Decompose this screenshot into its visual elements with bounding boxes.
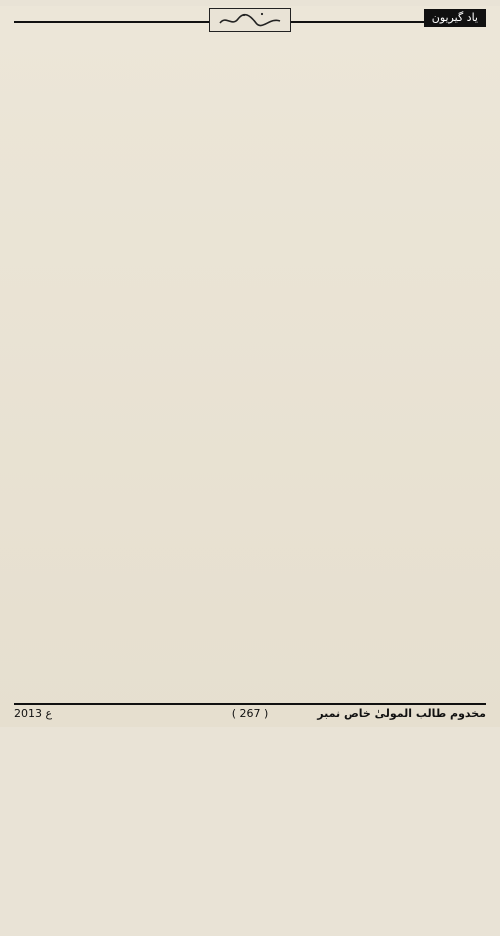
text-line [14,612,486,632]
paragraph [14,40,486,100]
publication-year: 2013 ع [14,707,53,720]
text-line [14,652,486,672]
text-line [14,164,486,184]
text-line [14,572,486,592]
paragraph [14,248,486,448]
text-line [14,328,486,348]
page-number: ( 267 ) [231,707,269,720]
text-line [14,104,486,124]
text-line [14,752,486,772]
paragraph [14,104,486,244]
publication-name: مخدوم طالب المولىٰ خاص نمبر [317,707,486,720]
text-line [14,732,486,752]
mehran-logo [209,8,291,32]
text-line [14,532,486,552]
text-line [14,428,486,448]
text-line [14,772,486,792]
text-line [14,248,486,268]
text-line [14,472,486,492]
text-line [14,552,486,572]
paragraph [14,452,486,832]
text-line [14,856,486,876]
text-line [14,124,486,144]
text-line [14,224,486,244]
text-line [14,836,486,856]
text-line [14,896,486,916]
text-line [14,592,486,612]
text-line [14,144,486,164]
text-line [14,308,486,328]
page-footer [14,703,486,721]
text-line [14,812,486,832]
text-line [14,80,486,100]
text-line [14,512,486,532]
article-body [14,40,486,936]
text-line [14,60,486,80]
text-line [14,672,486,692]
text-line [14,268,486,288]
text-line [14,492,486,512]
text-line [14,348,486,368]
text-line [14,40,486,60]
page-header [14,6,486,32]
text-line [14,452,486,472]
text-line [14,916,486,936]
section-title: ياد گيريون [424,9,486,27]
mehran-logo-calligraphy-icon [210,9,290,31]
footer-rule [14,703,486,705]
text-line [14,408,486,428]
text-line [14,184,486,204]
text-line [14,288,486,308]
text-line [14,368,486,388]
magazine-page [0,6,500,727]
text-line [14,792,486,812]
text-line [14,204,486,224]
text-line [14,632,486,652]
text-line [14,876,486,896]
text-line [14,388,486,408]
paragraph [14,836,486,936]
